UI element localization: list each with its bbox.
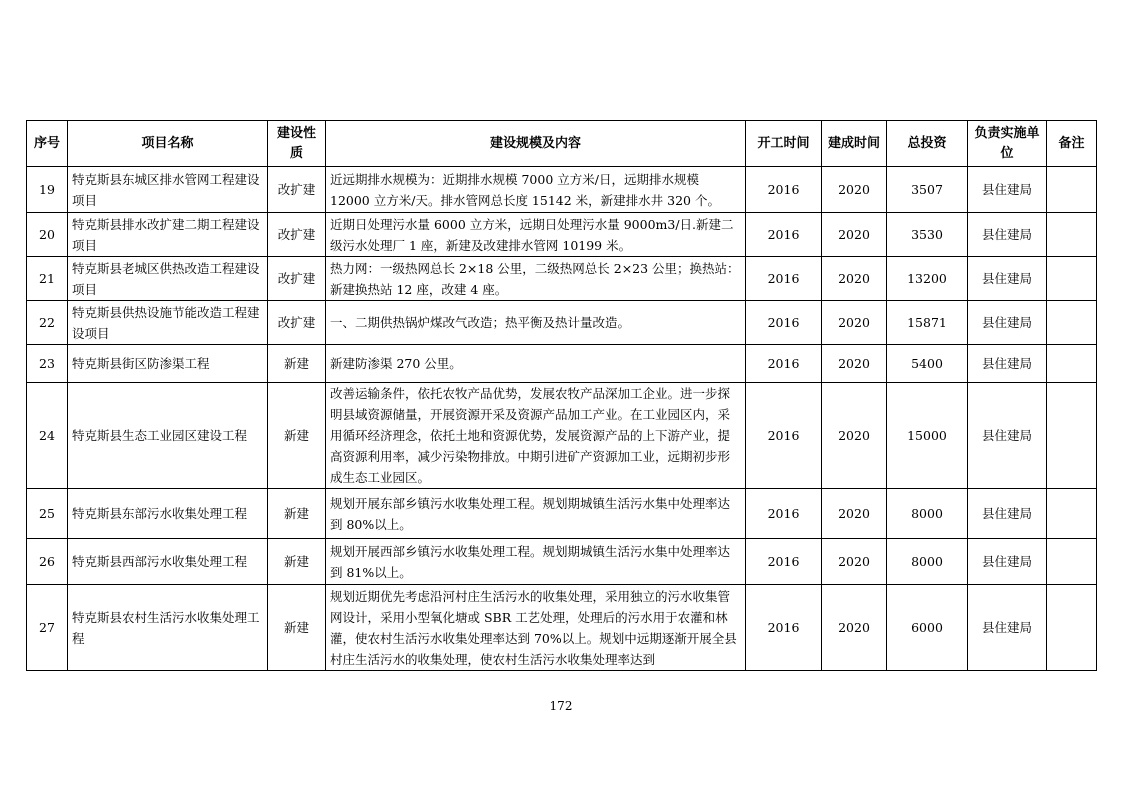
row-construction-nature: 改扩建 <box>268 301 326 345</box>
row-scale-content: 改善运输条件，依托农牧产品优势，发展农牧产品深加工企业。进一步探明县域资源储量，开展资源开采及资源产品加工产业。在工业园区内，采用循环经济理念，依托土地和资源优势，发展资源产品的上下游产业，提高资源利用率，减少污染物排放。中期引进矿产资源加工业，远期初步形成生态工业园区。 <box>326 383 746 489</box>
row-start-time: 2016 <box>746 257 822 301</box>
row-scale-content: 规划近期优先考虑沿河村庄生活污水的收集处理，采用独立的污水收集管网设计，采用小型氧化塘或 SBR 工艺处理，处理后的污水用于农灌和林灌，使农村生活污水收集处理率达到 70%以上。规划中远期逐渐开展全县村庄生活污水的收集处理，使农村生活污水收集处理率达到 <box>326 585 746 671</box>
row-project-name: 特克斯县东城区排水管网工程建设项目 <box>68 167 268 213</box>
row-start-time: 2016 <box>746 539 822 585</box>
row-serial-number: 22 <box>27 301 68 345</box>
row-scale-content: 新建防渗渠 270 公里。 <box>326 345 746 383</box>
row-start-time: 2016 <box>746 167 822 213</box>
row-project-name: 特克斯县生态工业园区建设工程 <box>68 383 268 489</box>
table-row <box>27 213 1097 257</box>
row-start-time: 2016 <box>746 301 822 345</box>
row-completion-time: 2020 <box>822 539 887 585</box>
header-responsible-unit: 负责实施单位 <box>968 121 1047 167</box>
row-project-name: 特克斯县排水改扩建二期工程建设项目 <box>68 213 268 257</box>
row-project-name: 特克斯县西部污水收集处理工程 <box>68 539 268 585</box>
header-total-investment: 总投资 <box>887 121 968 167</box>
row-remarks <box>1047 585 1097 671</box>
row-scale-content: 一、二期供热锅炉煤改气改造；热平衡及热计量改造。 <box>326 301 746 345</box>
row-total-investment: 15871 <box>887 301 968 345</box>
row-serial-number: 27 <box>27 585 68 671</box>
row-start-time: 2016 <box>746 489 822 539</box>
row-responsible-unit: 县住建局 <box>968 489 1047 539</box>
row-start-time: 2016 <box>746 345 822 383</box>
row-start-time: 2016 <box>746 585 822 671</box>
row-completion-time: 2020 <box>822 301 887 345</box>
table-row <box>27 585 1097 671</box>
row-construction-nature: 新建 <box>268 345 326 383</box>
row-construction-nature: 新建 <box>268 383 326 489</box>
row-remarks <box>1047 301 1097 345</box>
row-project-name: 特克斯县老城区供热改造工程建设项目 <box>68 257 268 301</box>
row-scale-content: 规划开展西部乡镇污水收集处理工程。规划期城镇生活污水集中处理率达到 81%以上。 <box>326 539 746 585</box>
row-remarks <box>1047 383 1097 489</box>
row-remarks <box>1047 167 1097 213</box>
row-completion-time: 2020 <box>822 489 887 539</box>
row-responsible-unit: 县住建局 <box>968 383 1047 489</box>
row-start-time: 2016 <box>746 213 822 257</box>
row-completion-time: 2020 <box>822 383 887 489</box>
row-completion-time: 2020 <box>822 585 887 671</box>
table-row <box>27 539 1097 585</box>
row-responsible-unit: 县住建局 <box>968 585 1047 671</box>
row-serial-number: 24 <box>27 383 68 489</box>
row-construction-nature: 新建 <box>268 539 326 585</box>
row-construction-nature: 改扩建 <box>268 167 326 213</box>
row-total-investment: 5400 <box>887 345 968 383</box>
row-construction-nature: 新建 <box>268 585 326 671</box>
header-scale-content: 建设规模及内容 <box>326 121 746 167</box>
table-row <box>27 489 1097 539</box>
row-project-name: 特克斯县农村生活污水收集处理工程 <box>68 585 268 671</box>
project-table <box>26 120 1097 671</box>
row-total-investment: 8000 <box>887 489 968 539</box>
row-completion-time: 2020 <box>822 167 887 213</box>
row-start-time: 2016 <box>746 383 822 489</box>
page-number: 172 <box>549 699 573 713</box>
row-serial-number: 19 <box>27 167 68 213</box>
row-serial-number: 26 <box>27 539 68 585</box>
row-responsible-unit: 县住建局 <box>968 257 1047 301</box>
row-completion-time: 2020 <box>822 345 887 383</box>
row-scale-content: 规划开展东部乡镇污水收集处理工程。规划期城镇生活污水集中处理率达到 80%以上。 <box>326 489 746 539</box>
table-row <box>27 301 1097 345</box>
row-scale-content: 近期日处理污水量 6000 立方米，远期日处理污水量 9000m3/日.新建二级污水处理厂 1 座，新建及改建排水管网 10199 米。 <box>326 213 746 257</box>
row-remarks <box>1047 489 1097 539</box>
row-completion-time: 2020 <box>822 213 887 257</box>
row-responsible-unit: 县住建局 <box>968 345 1047 383</box>
row-serial-number: 21 <box>27 257 68 301</box>
table-row <box>27 257 1097 301</box>
row-total-investment: 3507 <box>887 167 968 213</box>
header-completion-time: 建成时间 <box>822 121 887 167</box>
table-header-row <box>27 121 1097 167</box>
row-remarks <box>1047 213 1097 257</box>
row-remarks <box>1047 345 1097 383</box>
row-total-investment: 13200 <box>887 257 968 301</box>
row-remarks <box>1047 257 1097 301</box>
header-serial-number: 序号 <box>27 121 68 167</box>
row-completion-time: 2020 <box>822 257 887 301</box>
header-start-time: 开工时间 <box>746 121 822 167</box>
row-serial-number: 20 <box>27 213 68 257</box>
row-responsible-unit: 县住建局 <box>968 539 1047 585</box>
row-construction-nature: 新建 <box>268 489 326 539</box>
row-construction-nature: 改扩建 <box>268 213 326 257</box>
row-total-investment: 8000 <box>887 539 968 585</box>
row-remarks <box>1047 539 1097 585</box>
header-remarks: 备注 <box>1047 121 1097 167</box>
header-construction-nature: 建设性质 <box>268 121 326 167</box>
row-scale-content: 热力网：一级热网总长 2×18 公里，二级热网总长 2×23 公里；换热站：新建换热站 12 座，改建 4 座。 <box>326 257 746 301</box>
row-total-investment: 3530 <box>887 213 968 257</box>
table-row <box>27 345 1097 383</box>
row-project-name: 特克斯县街区防渗渠工程 <box>68 345 268 383</box>
table-row <box>27 167 1097 213</box>
row-construction-nature: 改扩建 <box>268 257 326 301</box>
row-project-name: 特克斯县供热设施节能改造工程建设项目 <box>68 301 268 345</box>
row-responsible-unit: 县住建局 <box>968 213 1047 257</box>
row-serial-number: 25 <box>27 489 68 539</box>
header-project-name: 项目名称 <box>68 121 268 167</box>
row-total-investment: 15000 <box>887 383 968 489</box>
row-serial-number: 23 <box>27 345 68 383</box>
row-responsible-unit: 县住建局 <box>968 167 1047 213</box>
row-scale-content: 近远期排水规模为：近期排水规模 7000 立方米/日，远期排水规模 12000 立方米/天。排水管网总长度 15142 米，新建排水井 320 个。 <box>326 167 746 213</box>
row-total-investment: 6000 <box>887 585 968 671</box>
row-responsible-unit: 县住建局 <box>968 301 1047 345</box>
table-row <box>27 383 1097 489</box>
row-project-name: 特克斯县东部污水收集处理工程 <box>68 489 268 539</box>
